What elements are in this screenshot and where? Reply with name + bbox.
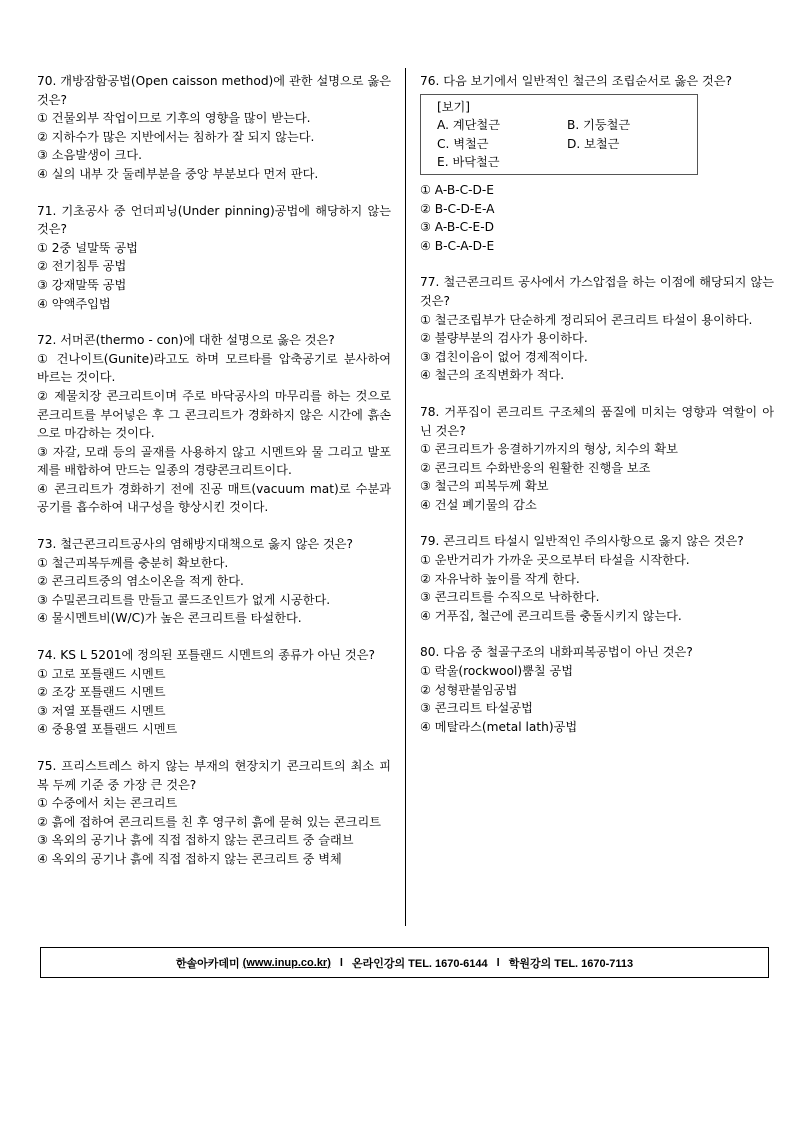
question-stem: 71. 기초공사 중 언더피닝(Under pinning)공법에 해당하지 않는 것은? <box>37 203 391 237</box>
example-row <box>437 153 697 172</box>
option-4: ④ 거푸집, 철근에 콘크리트를 충돌시키지 않는다. <box>420 608 682 623</box>
example-item: E. 바닥철근 <box>437 155 500 170</box>
option-2: ② B-C-D-E-A <box>420 201 495 216</box>
question-stem: 77. 철근콘크리트 공사에서 가스압접을 하는 이점에 해당되지 않는 것은? <box>420 275 774 308</box>
option-1: ① 건나이트(Gunite)라고도 하며 모르타를 압축공기로 분사하여 바르는 것이다. <box>37 351 391 385</box>
option-2: ② 흙에 접하여 콘크리트를 친 후 영구히 흙에 묻혀 있는 콘크리트 <box>37 814 381 829</box>
option-1: ① 철근조립부가 단순하게 정리되어 콘크리트 타설이 용이하다. <box>420 312 753 327</box>
question-stem: 72. 서머콘(thermo - con)에 대한 설명으로 옳은 것은? <box>37 333 335 348</box>
question-stem: 79. 콘크리트 타설시 일반적인 주의사항으로 옳지 않은 것은? <box>420 534 744 549</box>
footer-separator: l <box>496 956 500 969</box>
option-3: ③ 수밀콘크리트를 만들고 콜드조인트가 없게 시공한다. <box>37 592 331 607</box>
online-phone: 온라인강의 TEL. 1670-6144 <box>351 957 488 970</box>
option-1: ① 수중에서 치는 콘크리트 <box>37 796 178 811</box>
question-stem: 74. KS L 5201에 정의된 포틀랜드 시멘트의 종류가 아닌 것은? <box>37 648 375 663</box>
footer-separator: l <box>339 956 343 969</box>
question-72 <box>37 331 391 517</box>
example-item: B. 기둥철근 <box>567 118 631 133</box>
option-4: ④ 약액주입법 <box>37 296 111 311</box>
option-3: ③ 겹친이음이 없어 경제적이다. <box>420 349 588 364</box>
question-70 <box>37 72 391 184</box>
option-2: ② 콘크리트중의 염소이온을 적게 한다. <box>37 574 244 589</box>
question-76 <box>420 72 774 255</box>
option-4: ④ 메탈라스(metal lath)공법 <box>420 719 578 734</box>
option-1: ① 운반거리가 가까운 곳으로부터 타설을 시작한다. <box>420 553 690 568</box>
column-divider <box>405 68 406 926</box>
option-3: ③ A-B-C-E-D <box>420 220 494 235</box>
question-75 <box>37 757 391 869</box>
example-row <box>437 116 697 135</box>
option-4: ④ 중용열 포틀랜드 시멘트 <box>37 722 178 737</box>
example-box <box>420 94 698 175</box>
option-1: ① 콘크리트가 응결하기까지의 형상, 치수의 확보 <box>420 442 678 457</box>
academy-url-link[interactable]: (www.inup.co.kr) <box>242 956 331 969</box>
option-3: ③ 소음발생이 크다. <box>37 148 142 163</box>
left-column <box>37 72 391 887</box>
offline-phone: 학원강의 TEL. 1670-7113 <box>508 957 634 970</box>
option-1: ① 2중 널말뚝 공법 <box>37 240 138 255</box>
option-3: ③ 콘크리트 타설공법 <box>420 701 533 716</box>
option-2: ② 제물치장 콘크리트이며 주로 바닥공사의 마무리를 하는 것으로 콘크리트를 부어넣은 후 그 콘크리트가 경화하지 않은 시간에 흙손으로 마감하는 것이다. <box>37 388 391 441</box>
question-stem: 73. 철근콘크리트공사의 염해방지대책으로 옳지 않은 것은? <box>37 537 354 552</box>
example-box-title: [보기] <box>437 99 471 114</box>
question-77 <box>420 273 774 385</box>
option-2: ② 전기침투 공법 <box>37 259 127 274</box>
option-3: ③ 철근의 피복두께 확보 <box>420 479 549 494</box>
question-73 <box>37 535 391 628</box>
question-stem: 70. 개방잠함공법(Open caisson method)에 관한 설명으로 옳은 것은? <box>37 74 391 107</box>
question-78 <box>420 403 774 515</box>
option-1: ① 락울(rockwool)뿜칠 공법 <box>420 664 574 679</box>
page-footer <box>40 947 769 978</box>
right-column <box>420 72 774 754</box>
option-3: ③ 자갈, 모래 등의 골재를 사용하지 않고 시멘트와 물 그리고 발포제를 배합하여 만드는 일종의 경량콘크리트이다. <box>37 444 391 478</box>
question-74 <box>37 646 391 739</box>
example-item: D. 보철근 <box>567 136 620 151</box>
option-3: ③ 콘크리트를 수직으로 낙하한다. <box>420 590 600 605</box>
question-80 <box>420 643 774 736</box>
option-4: ④ 물시멘트비(W/C)가 높은 콘크리트를 타설한다. <box>37 611 302 626</box>
option-2: ② 지하수가 많은 지반에서는 침하가 잘 되지 않는다. <box>37 129 315 144</box>
academy-name: 한솔아카데미 <box>175 957 240 970</box>
option-1: ① A-B-C-D-E <box>420 182 494 197</box>
question-79 <box>420 532 774 625</box>
option-3: ③ 강재말뚝 공법 <box>37 277 127 292</box>
question-stem: 75. 프리스트레스 하지 않는 부재의 현장치기 콘크리트의 최소 피복 두께 기준 중 가장 큰 것은? <box>37 759 391 792</box>
option-4: ④ B-C-A-D-E <box>420 238 495 253</box>
option-4: ④ 옥외의 공기나 흙에 직접 접하지 않는 콘크리트 중 벽체 <box>37 851 342 866</box>
option-1: ① 건물외부 작업이므로 기후의 영향을 많이 받는다. <box>37 111 311 126</box>
question-stem: 76. 다음 보기에서 일반적인 철근의 조립순서로 옳은 것은? <box>420 74 732 88</box>
option-1: ① 고로 포틀랜드 시멘트 <box>37 666 166 681</box>
option-2: ② 자유낙하 높이를 작게 한다. <box>420 571 580 586</box>
option-2: ② 콘크리트 수화반응의 원활한 진행을 보조 <box>420 460 651 475</box>
option-4: ④ 실의 내부 갓 둘레부분을 중앙 부분보다 먼저 판다. <box>37 166 319 181</box>
question-stem: 78. 거푸집이 콘크리트 구조체의 품질에 미치는 영향과 역할이 아닌 것은? <box>420 404 774 438</box>
example-row <box>437 135 697 154</box>
option-4: ④ 건설 폐기물의 감소 <box>420 497 537 512</box>
option-3: ③ 옥외의 공기나 흙에 직접 접하지 않는 콘크리트 중 슬래브 <box>37 833 354 848</box>
example-item: A. 계단철근 <box>437 118 500 133</box>
question-stem: 80. 다음 중 철골구조의 내화피복공법이 아닌 것은? <box>420 645 693 660</box>
option-2: ② 불량부분의 검사가 용이하다. <box>420 331 588 346</box>
question-71 <box>37 202 391 314</box>
option-4: ④ 콘크리트가 경화하기 전에 진공 매트(vacuum mat)로 수분과 공기를 흡수하여 내구성을 향상시킨 것이다. <box>37 481 391 515</box>
option-4: ④ 철근의 조직변화가 적다. <box>420 368 565 383</box>
option-3: ③ 저열 포틀랜드 시멘트 <box>37 703 166 718</box>
example-item: C. 벽철근 <box>437 136 489 151</box>
option-1: ① 철근피복두께를 충분히 확보한다. <box>37 555 229 570</box>
option-2: ② 성형판붙임공법 <box>420 682 518 697</box>
option-2: ② 조강 포틀랜드 시멘트 <box>37 685 166 700</box>
